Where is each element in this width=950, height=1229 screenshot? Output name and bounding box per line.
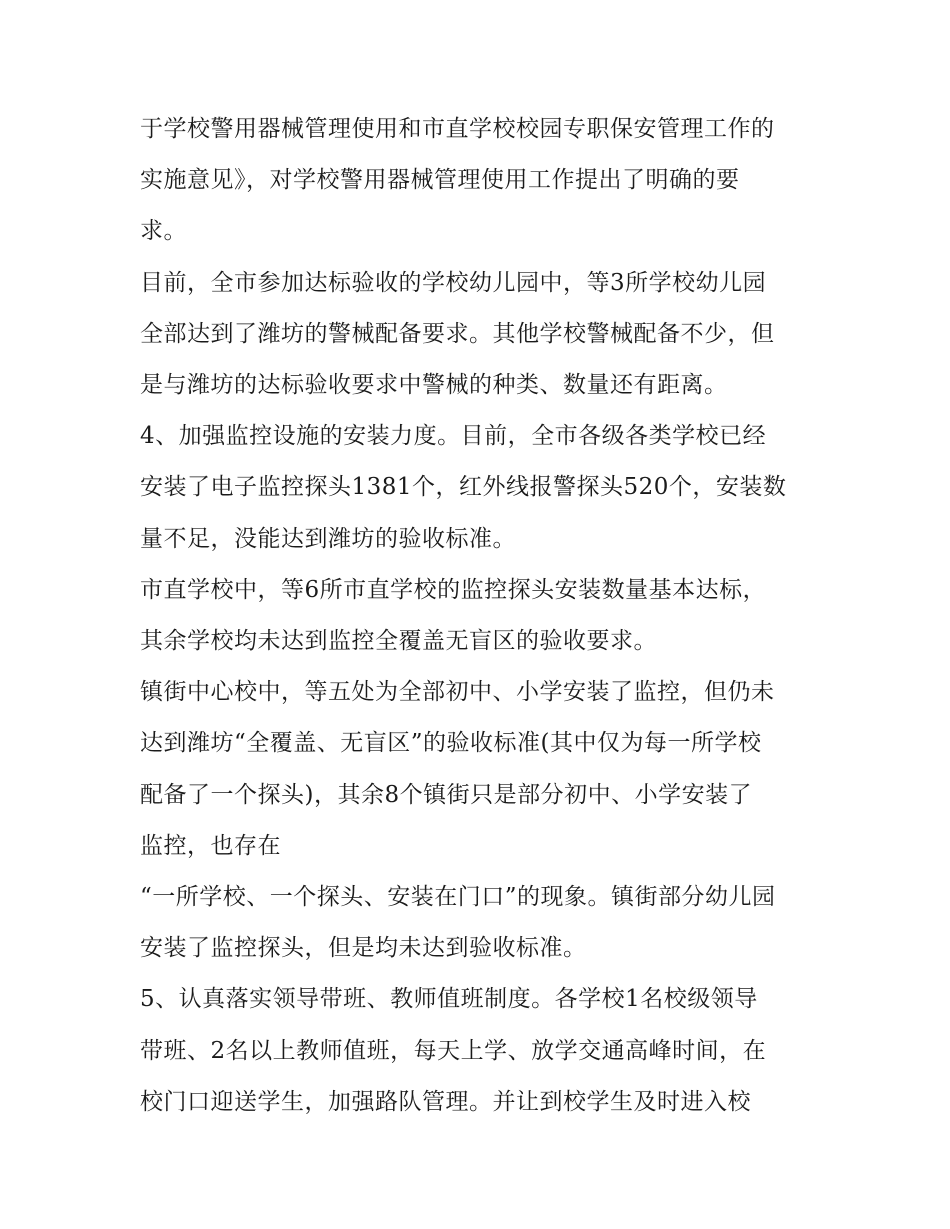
text-line: 监控，也存在 [140,832,281,859]
text-line: 5、认真落实领导带班、教师值班制度。各学校1名校级领导 [140,986,758,1013]
text-line: 量不足，没能达到潍坊的验收标准。 [140,525,516,552]
text-line: 实施意见》，对学校警用器械管理使用工作提出了明确的要 [140,167,740,194]
text-line: 求。 [140,218,187,245]
text-line: 于学校警用器械管理使用和市直学校校园专职保安管理工作的 [140,116,775,142]
text-line: 全部达到了潍坊的警械配备要求。其他学校警械配备不少，但 [140,320,775,347]
text-line: 安装了电子监控探头1381个，红外线报警探头520个，安装数 [140,474,787,501]
text-line: 镇街中心校中，等五处为全部初中、小学安装了监控，但仍未 [140,679,775,706]
text-line: 配备了一个探头)，其余8个镇街只是部分初中、小学安装了 [140,781,753,808]
text-line: “一所学校、一个探头、安装在门口”的现象。镇街部分幼儿园 [140,884,776,911]
text-line: 4、加强监控设施的安装力度。目前，全市各级各类学校已经 [140,423,767,450]
text-line: 是与潍坊的达标验收要求中警械的种类、数量还有距离。 [140,372,728,399]
text-line: 目前，全市参加达标验收的学校幼儿园中，等3所学校幼儿园 [140,269,767,296]
text-line: 达到潍坊“全覆盖、无盲区”的验收标准(其中仅为每一所学校 [140,730,762,757]
text-line: 市直学校中，等6所市直学校的监控探头安装数量基本达标， [140,576,767,603]
text-line: 校门口迎送学生，加强路队管理。并让到校学生及时进入校 [140,1088,751,1115]
text-line: 其余学校均未达到监控全覆盖无盲区的验收要求。 [140,628,657,655]
text-line: 安装了监控探头，但是均未达到验收标准。 [140,935,587,962]
text-line: 带班、2名以上教师值班，每天上学、放学交通高峰时间，在 [140,1037,767,1064]
document-body [140,104,820,1128]
